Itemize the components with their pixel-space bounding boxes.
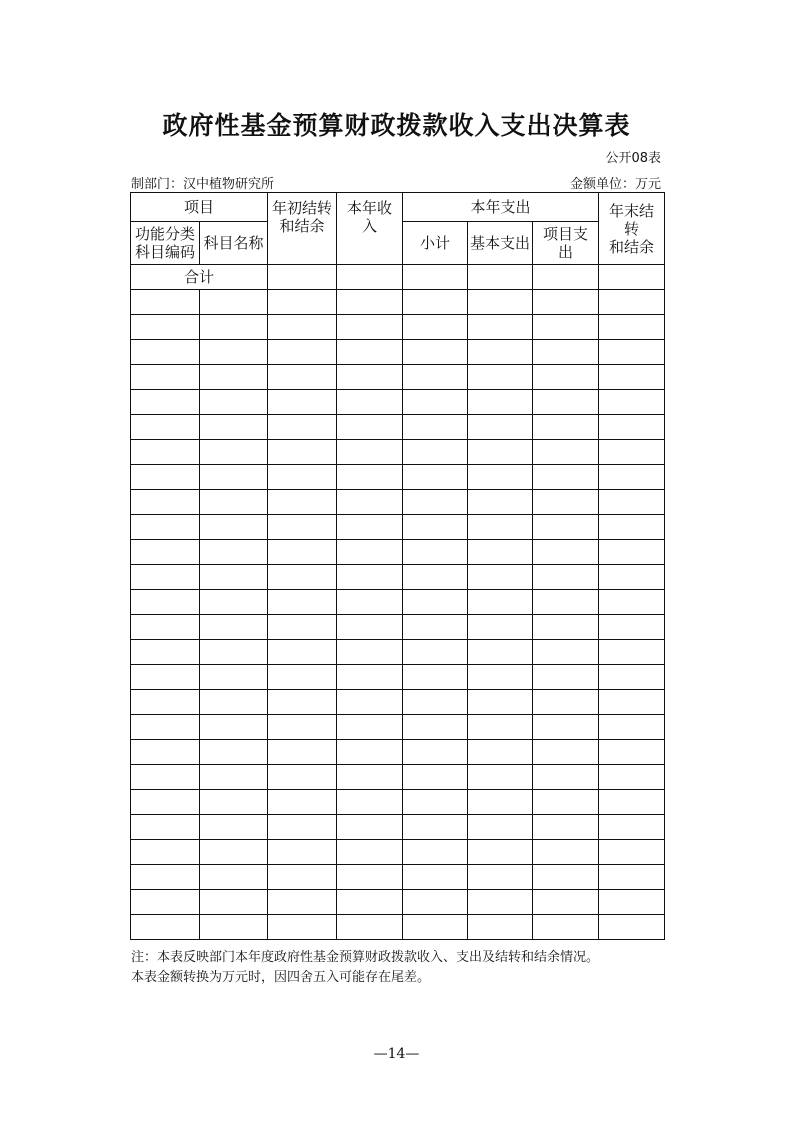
table-row (131, 365, 665, 390)
table-cell (533, 315, 599, 340)
table-cell (403, 915, 468, 940)
page-number: —14— (373, 1046, 420, 1062)
table-cell (403, 390, 468, 415)
table-cell (599, 415, 665, 440)
table-cell (200, 290, 268, 315)
table-cell (599, 290, 665, 315)
table-cell (468, 440, 533, 465)
table-cell (599, 540, 665, 565)
table-cell (599, 640, 665, 665)
table-cell (131, 565, 200, 590)
table-cell (268, 615, 337, 640)
table-cell (533, 590, 599, 615)
table-cell (200, 365, 268, 390)
footnote-line-2: 本表金额转换为万元时，因四舍五入可能存在尾差。 (131, 970, 431, 985)
table-cell (268, 440, 337, 465)
table-cell (403, 815, 468, 840)
fund-table (130, 192, 665, 940)
table-cell (533, 615, 599, 640)
table-cell (403, 490, 468, 515)
table-cell (403, 365, 468, 390)
table-cell (403, 665, 468, 690)
table-cell (337, 565, 403, 590)
table-cell (268, 265, 337, 290)
table-cell (599, 315, 665, 340)
table-cell (599, 840, 665, 865)
header-subtotal: 小计 (403, 222, 468, 265)
table-cell (337, 740, 403, 765)
table-cell (533, 390, 599, 415)
table-cell (599, 815, 665, 840)
table-cell (468, 490, 533, 515)
table-cell (268, 465, 337, 490)
table-cell (468, 790, 533, 815)
table-cell (200, 515, 268, 540)
table-cell (200, 665, 268, 690)
table-cell (337, 315, 403, 340)
table-cell (337, 440, 403, 465)
table-cell (200, 815, 268, 840)
table-cell (268, 765, 337, 790)
table-cell (337, 615, 403, 640)
footnote (131, 948, 599, 988)
table-cell (403, 865, 468, 890)
table-cell (131, 865, 200, 890)
table-row (131, 590, 665, 615)
table-cell (599, 865, 665, 890)
table-cell (468, 390, 533, 415)
table-cell (337, 390, 403, 415)
table-cell (468, 565, 533, 590)
table-cell (268, 290, 337, 315)
table-cell (268, 890, 337, 915)
table-row (131, 740, 665, 765)
table-cell (403, 340, 468, 365)
table-cell (131, 390, 200, 415)
table-cell (533, 715, 599, 740)
table-cell (200, 465, 268, 490)
table-cell (599, 665, 665, 690)
table-cell (131, 465, 200, 490)
table-cell (468, 590, 533, 615)
table-row (131, 565, 665, 590)
header-basic-expense: 基本支出 (468, 222, 533, 265)
header-item: 项目 (131, 193, 268, 222)
table-cell (599, 890, 665, 915)
table-cell (200, 840, 268, 865)
table-cell (403, 590, 468, 615)
table-cell (533, 665, 599, 690)
table-cell (599, 365, 665, 390)
table-cell (337, 790, 403, 815)
table-cell (131, 440, 200, 465)
table-cell (200, 390, 268, 415)
table-cell (337, 290, 403, 315)
table-cell (337, 515, 403, 540)
table-cell (599, 690, 665, 715)
table-row (131, 915, 665, 940)
table-cell (468, 415, 533, 440)
table-cell (403, 715, 468, 740)
table-cell (268, 540, 337, 565)
table-cell (337, 265, 403, 290)
header-func-code: 功能分类 科目编码 (131, 222, 200, 265)
table-cell (599, 440, 665, 465)
table-cell (131, 415, 200, 440)
table-cell (200, 890, 268, 915)
table-row (131, 315, 665, 340)
table-cell (403, 740, 468, 765)
header-begin-balance: 年初结转 和结余 (268, 193, 337, 265)
table-row (131, 390, 665, 415)
table-cell (268, 665, 337, 690)
table-cell (533, 440, 599, 465)
table-cell (337, 915, 403, 940)
table-cell (131, 715, 200, 740)
table-cell (337, 465, 403, 490)
table-cell (268, 840, 337, 865)
table-cell (131, 290, 200, 315)
table-cell (599, 590, 665, 615)
table-cell (337, 540, 403, 565)
table-row (131, 615, 665, 640)
table-cell (200, 490, 268, 515)
table-cell (337, 890, 403, 915)
table-cell (468, 740, 533, 765)
table-cell (468, 515, 533, 540)
table-cell (131, 740, 200, 765)
table-cell (337, 490, 403, 515)
table-row (131, 715, 665, 740)
table-cell (268, 490, 337, 515)
table-cell (468, 340, 533, 365)
table-cell (268, 565, 337, 590)
table-cell (131, 790, 200, 815)
table-cell (131, 490, 200, 515)
table-row (131, 815, 665, 840)
table-cell (337, 365, 403, 390)
table-cell (337, 340, 403, 365)
table-cell (468, 840, 533, 865)
table-cell (468, 715, 533, 740)
table-cell (533, 640, 599, 665)
table-cell (468, 290, 533, 315)
table-row (131, 690, 665, 715)
table-cell (200, 440, 268, 465)
footnote-line-1: 注：本表反映部门本年度政府性基金预算财政拨款收入、支出及结转和结余情况。 (131, 950, 600, 965)
table-code: 公开08表 (605, 151, 661, 166)
table-cell (131, 890, 200, 915)
table-cell (599, 490, 665, 515)
table-cell (268, 715, 337, 740)
table-cell (268, 640, 337, 665)
table-cell (468, 465, 533, 490)
table-cell (403, 790, 468, 815)
table-cell (268, 915, 337, 940)
table-cell (403, 265, 468, 290)
table-cell (533, 515, 599, 540)
table-row (131, 440, 665, 465)
table-cell (337, 865, 403, 890)
table-cell (337, 665, 403, 690)
table-cell (533, 740, 599, 765)
table-cell (200, 340, 268, 365)
table-cell (533, 540, 599, 565)
table-cell (268, 740, 337, 765)
department-label: 制部门：汉中植物研究所 (131, 177, 275, 192)
table-cell (599, 740, 665, 765)
table-row (131, 665, 665, 690)
table-cell (468, 765, 533, 790)
table-cell (131, 540, 200, 565)
table-row (131, 840, 665, 865)
table-row (131, 415, 665, 440)
table-cell (468, 640, 533, 665)
table-cell (403, 640, 468, 665)
table-cell (599, 765, 665, 790)
table-cell (131, 615, 200, 640)
table-row (131, 290, 665, 315)
table-cell (268, 515, 337, 540)
table-cell (268, 340, 337, 365)
table-cell (533, 890, 599, 915)
table-cell (131, 590, 200, 615)
table-cell (131, 690, 200, 715)
table-row (131, 865, 665, 890)
table-cell (468, 365, 533, 390)
table-cell (533, 265, 599, 290)
table-cell (200, 540, 268, 565)
table-cell (403, 565, 468, 590)
table-cell (533, 840, 599, 865)
table-cell (337, 590, 403, 615)
table-cell (403, 290, 468, 315)
table-cell (337, 415, 403, 440)
table-cell (403, 515, 468, 540)
table-cell (268, 690, 337, 715)
table-cell (403, 840, 468, 865)
table-cell (200, 715, 268, 740)
table-cell (337, 715, 403, 740)
header-subject-name: 科目名称 (200, 222, 268, 265)
table-cell (200, 915, 268, 940)
table-cell (268, 415, 337, 440)
table-cell (599, 340, 665, 365)
table-cell (200, 690, 268, 715)
table-cell (533, 865, 599, 890)
table-cell (599, 790, 665, 815)
table-cell (468, 815, 533, 840)
table-cell (268, 365, 337, 390)
table-cell (403, 465, 468, 490)
total-row (131, 265, 665, 290)
table-cell (337, 765, 403, 790)
table-cell (468, 615, 533, 640)
table-cell (533, 340, 599, 365)
header-project-expense: 项目支 出 (533, 222, 599, 265)
table-cell (337, 840, 403, 865)
table-cell (403, 415, 468, 440)
table-cell (468, 665, 533, 690)
table-cell (131, 640, 200, 665)
table-cell (403, 315, 468, 340)
table-row (131, 790, 665, 815)
table-cell (200, 615, 268, 640)
table-cell (200, 315, 268, 340)
table-cell (533, 490, 599, 515)
table-cell (599, 390, 665, 415)
table-cell (599, 565, 665, 590)
table-row (131, 515, 665, 540)
table-cell (533, 565, 599, 590)
table-cell (468, 890, 533, 915)
table-cell (403, 540, 468, 565)
table-cell (131, 665, 200, 690)
table-cell (599, 915, 665, 940)
table-cell (468, 540, 533, 565)
table-row (131, 340, 665, 365)
table-row (131, 890, 665, 915)
table-cell (533, 790, 599, 815)
table-cell (599, 265, 665, 290)
table-cell (599, 715, 665, 740)
table-cell (599, 515, 665, 540)
table-cell (200, 790, 268, 815)
table-cell (468, 690, 533, 715)
table-cell (468, 915, 533, 940)
table-cell (268, 815, 337, 840)
table-cell (200, 565, 268, 590)
table-cell (533, 365, 599, 390)
table-cell (131, 815, 200, 840)
table-cell (403, 440, 468, 465)
table-cell (533, 915, 599, 940)
table-cell (200, 765, 268, 790)
table-cell (533, 815, 599, 840)
table-cell (468, 865, 533, 890)
table-cell (200, 740, 268, 765)
table-cell (337, 640, 403, 665)
header-income: 本年收 入 (337, 193, 403, 265)
table-row (131, 465, 665, 490)
header-expense: 本年支出 (403, 193, 599, 222)
table-cell (403, 890, 468, 915)
table-cell (337, 815, 403, 840)
unit-label: 金额单位：万元 (569, 177, 661, 192)
table-cell (403, 615, 468, 640)
table-cell (268, 390, 337, 415)
table-cell (200, 590, 268, 615)
table-cell (131, 765, 200, 790)
table-cell (533, 690, 599, 715)
table-cell (533, 415, 599, 440)
table-cell (268, 865, 337, 890)
table-cell (403, 690, 468, 715)
table-cell (268, 590, 337, 615)
total-label: 合计 (131, 265, 268, 290)
table-cell (533, 290, 599, 315)
table-cell (200, 865, 268, 890)
table-row (131, 765, 665, 790)
table-row (131, 640, 665, 665)
table-cell (200, 415, 268, 440)
page-title: 政府性基金预算财政拨款收入支出决算表 (162, 111, 631, 140)
table-cell (403, 765, 468, 790)
table-cell (599, 615, 665, 640)
table-cell (131, 840, 200, 865)
header-end-balance: 年末结 转 和结余 (599, 193, 665, 265)
table-cell (200, 640, 268, 665)
table-cell (131, 515, 200, 540)
table-row (131, 540, 665, 565)
table-row (131, 490, 665, 515)
table-cell (533, 765, 599, 790)
table-cell (468, 265, 533, 290)
table-cell (131, 915, 200, 940)
table-cell (599, 465, 665, 490)
table-cell (337, 690, 403, 715)
table-cell (268, 790, 337, 815)
table-cell (131, 340, 200, 365)
table-cell (131, 365, 200, 390)
table-cell (131, 315, 200, 340)
table-cell (533, 465, 599, 490)
table-cell (268, 315, 337, 340)
table-cell (468, 315, 533, 340)
